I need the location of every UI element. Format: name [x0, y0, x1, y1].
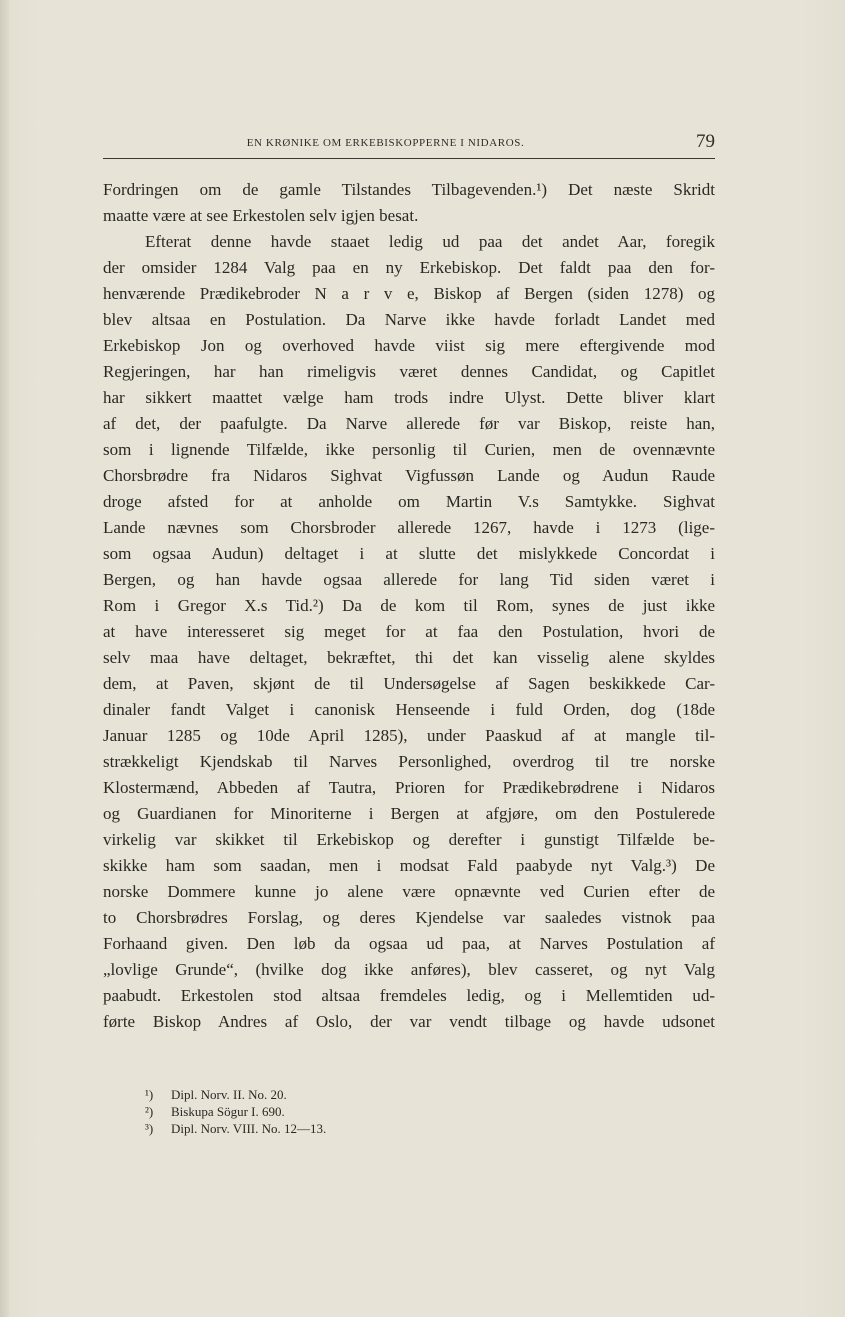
text-line: virkelig var skikket til Erkebiskop og derefter i gunstigt Tilfælde be-: [103, 830, 715, 849]
text-line: henværende Prædikebroder N a r v e, Biskop af Bergen (siden 1278) og: [103, 284, 715, 303]
footnote-text: Biskupa Sögur I. 690.: [171, 1104, 285, 1119]
text-line: Klostermænd, Abbeden af Tautra, Prioren for Prædikebrødrene i Nidaros: [103, 778, 715, 797]
text-line: at have interesseret sig meget for at faa den Postulation, hvori de: [103, 622, 715, 641]
text-line: og Guardianen for Minoriterne i Bergen at afgjøre, om den Postulerede: [103, 804, 715, 823]
text-line: Forhaand given. Den løb da ogsaa ud paa, at Narves Postulation af: [103, 934, 715, 953]
page-header: [103, 128, 715, 159]
footnote-mark: ¹): [145, 1087, 154, 1102]
text-line: Regjeringen, har han rimeligvis været dennes Candidat, og Capitlet: [103, 362, 715, 381]
text-line: droge afsted for at anholde om Martin V.s Samtykke. Sighvat: [103, 492, 715, 511]
text-line: Chorsbrødre fra Nidaros Sighvat Vigfussøn Lande og Audun Raude: [103, 466, 715, 485]
text-line: Rom i Gregor X.s Tid.²) Da de kom til Rom, synes de just ikke: [103, 596, 715, 615]
text-line: blev altsaa en Postulation. Da Narve ikke havde forladt Landet med: [103, 310, 715, 329]
footnote: [145, 1086, 545, 1103]
text-line: der omsider 1284 Valg paa en ny Erkebiskop. Det faldt paa den for-: [103, 258, 715, 277]
footnote: [145, 1120, 545, 1137]
text-line: af det, der paafulgte. Da Narve allerede før var Biskop, reiste han,: [103, 414, 715, 433]
footnotes: [145, 1086, 545, 1137]
text-line: Januar 1285 og 10de April 1285), under Paaskud af at mangle til-: [103, 726, 715, 745]
text-line: Efterat denne havde staaet ledig ud paa det andet Aar, foregik: [145, 232, 715, 251]
text-line: „lovlige Grunde“, (hvilke dog ikke anføres), blev casseret, og nyt Valg: [103, 960, 715, 979]
footnote-text: Dipl. Norv. II. No. 20.: [171, 1087, 287, 1102]
footnote-mark: ²): [145, 1104, 154, 1119]
text-line: Bergen, og han havde ogsaa allerede for lang Tid siden været i: [103, 570, 715, 589]
text-line: skikke ham som saadan, men i modsat Fald paabyde nyt Valg.³) De: [103, 856, 715, 875]
text-line: som i lignende Tilfælde, ikke personlig til Curien, men de ovennævnte: [103, 440, 715, 459]
body-text: [103, 177, 715, 1035]
text-line: paabudt. Erkestolen stod altsaa fremdeles ledig, og i Mellemtiden ud-: [103, 986, 715, 1005]
text-line: strækkeligt Kjendskab til Narves Personlighed, overdrog til tre norske: [103, 752, 715, 771]
text-line: førte Biskop Andres af Oslo, der var vendt tilbage og havde udsonet: [103, 1012, 715, 1031]
footnote: [145, 1103, 545, 1120]
text-line: som ogsaa Audun) deltaget i at slutte det mislykkede Concordat i: [103, 544, 715, 563]
text-line: maatte være at see Erkestolen selv igjen besat.: [103, 206, 419, 225]
text-line: dinaler fandt Valget i canonisk Henseende i fuld Orden, dog (18de: [103, 700, 715, 719]
text-line: Erkebiskop Jon og overhoved havde viist sig mere eftergivende mod: [103, 336, 715, 355]
footnote-text: Dipl. Norv. VIII. No. 12—13.: [171, 1121, 327, 1136]
text-line: norske Dommere kunne jo alene være opnævnte ved Curien efter de: [103, 882, 715, 901]
binding-edge: [0, 0, 9, 1317]
running-title: EN KRØNIKE OM ERKEBISKOPPERNE I NIDAROS.: [246, 137, 525, 149]
text-line: to Chorsbrødres Forslag, og deres Kjendelse var saaledes vistnok paa: [103, 908, 715, 927]
text-line: Fordringen om de gamle Tilstandes Tilbagevenden.¹) Det næste Skridt: [103, 180, 715, 199]
text-line: Lande nævnes som Chorsbroder allerede 1267, havde i 1273 (lige-: [103, 518, 715, 537]
text-line: har sikkert maattet vælge ham trods indre Ulyst. Dette bliver klart: [103, 388, 715, 407]
text-line: selv maa have deltaget, bekræftet, thi det kan visselig alene skyldes: [103, 648, 715, 667]
footnote-mark: ³): [145, 1121, 154, 1136]
text-line: dem, at Paven, skjønt de til Undersøgelse af Sagen beskikkede Car-: [103, 674, 715, 693]
page-number: 79: [696, 131, 715, 152]
